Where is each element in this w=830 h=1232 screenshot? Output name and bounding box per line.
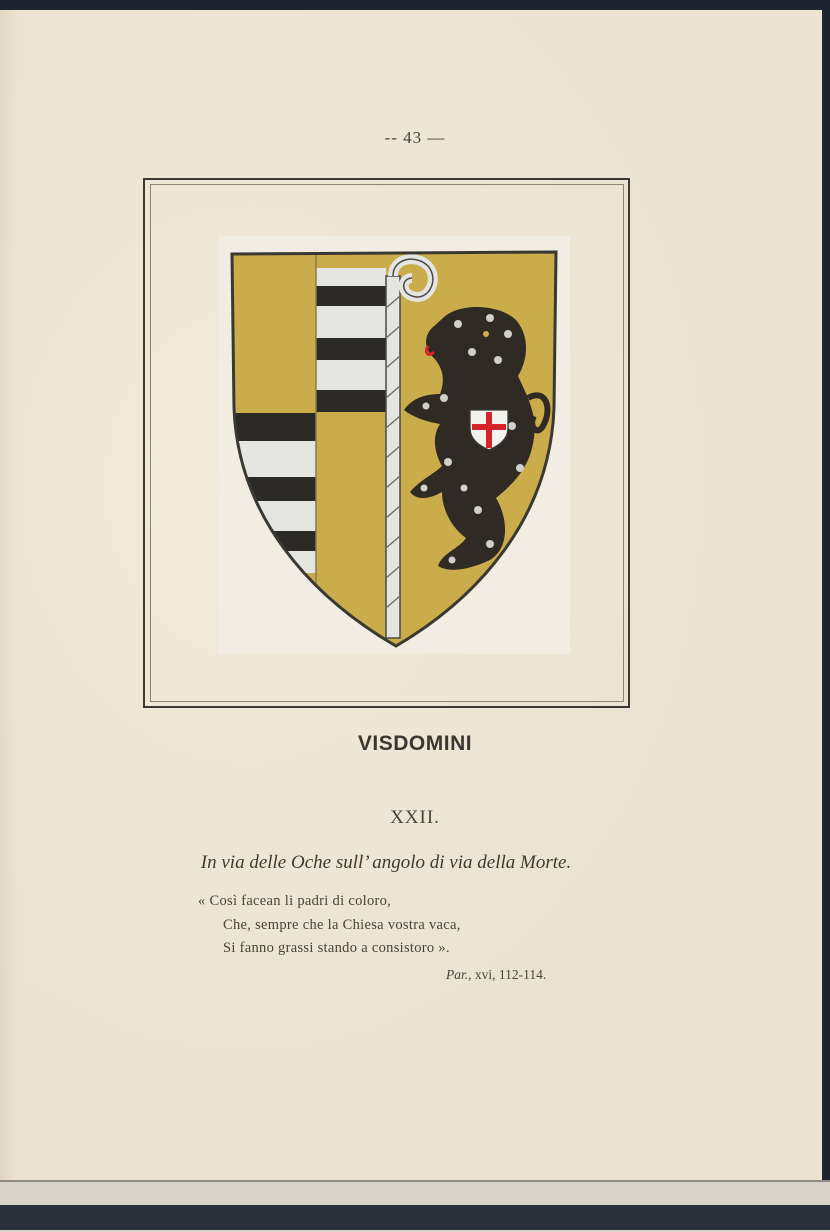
page-number: -- 43 —	[384, 128, 446, 147]
quote-line: « Così facean li padri di coloro,	[198, 893, 392, 909]
lower-barry-stripes	[228, 413, 316, 573]
book-cover-edge	[0, 1205, 830, 1230]
quote-citation	[446, 967, 546, 983]
location-caption: In via delle Oche sull’ angolo di via della Morte.	[200, 852, 572, 873]
citation-work: Par.	[446, 967, 469, 982]
quote-line: Che, sempre che la Chiesa vostra vaca,	[223, 917, 461, 933]
citation-reference: , xvi, 112-114.	[468, 967, 547, 982]
upper-barry-stripes	[316, 268, 386, 412]
entry-numeral: XXII.	[390, 807, 440, 828]
coat-of-arms-image	[228, 248, 560, 648]
family-name-heading: VISDOMINI	[357, 732, 473, 755]
quote-line: Si fanno grassi stando a consistoro ».	[223, 940, 450, 956]
